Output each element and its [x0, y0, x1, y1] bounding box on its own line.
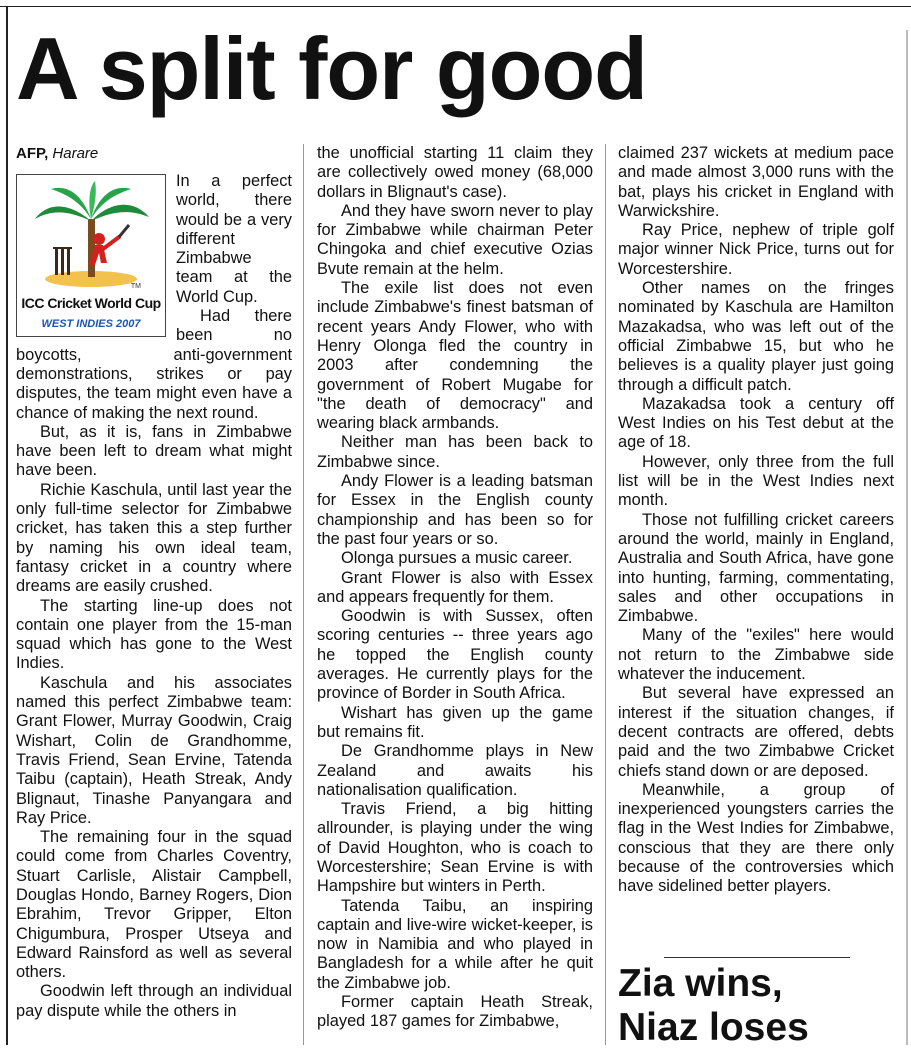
icc-world-cup-logo — [16, 174, 166, 337]
paragraph: Grant Flower is also with Essex and appears frequently for them. — [317, 568, 593, 606]
next-article-headline: Zia wins, Niaz loses — [618, 962, 809, 1049]
column-rule — [605, 144, 606, 1045]
column-rule — [303, 144, 304, 1045]
paragraph: Former captain Heath Streak, played 187 games for Zimbabwe, — [317, 993, 593, 1031]
paragraph: Goodwin left through an individual pay dispute while the others in — [16, 982, 292, 1020]
paragraph: And they have sworn never to play for Zimbabwe while chairman Peter Chingoka and chief executive Ozias Bvute remain at the helm. — [317, 201, 593, 278]
paragraph: Mazakadsa took a century off West Indies on his Test debut at the age of 18. — [618, 394, 894, 452]
paragraph: Travis Friend, a big hitting allrounder, is playing under the wing of David Houghton, who is coach to Worcestershire; Sean Ervine is with Hampshire but winters in Perth. — [317, 800, 593, 896]
paragraph: Kaschula and his associates named this perfect Zimbabwe team: Grant Flower, Murray Goodwin, Craig Wishart, Colin de Grandhomme, Travis Friend, Sean Ervine, Tatenda Taibu (captain), Heath Streak, Andy Blignaut, Tinashe Panyangara and Ray Price. — [16, 673, 292, 827]
paragraph: the unofficial starting 11 claim they are collectively owed money (68,000 dollars in Blignaut's case). — [317, 144, 593, 201]
paragraph: Tatenda Taibu, an inspiring captain and live-wire wicket-keeper, is now in Namibia and who played in Bangladesh for a while after he quit the Zimbabwe job. — [317, 896, 593, 992]
paragraph: Other names on the fringes nominated by Kaschula are Hamilton Mazakadsa, who was left out of the official Zimbabwe 15, but who he believes is a quality player just going through a difficult patch. — [618, 279, 894, 394]
paragraph: Richie Kaschula, until last year the only full-time selector for Zimbabwe cricket, has taken this a step further by naming his own ideal team, fantasy cricket in a country where dreams are easily crushed. — [16, 480, 292, 596]
logo-title: ICC Cricket World Cup — [21, 295, 161, 311]
paragraph: Had there been no boycotts, anti-government demonstrations, strikes or pay disputes, the team might even have a chance of making the next round. — [16, 307, 292, 422]
logo-trademark: TM — [130, 283, 141, 290]
paragraph: The starting line-up does not contain one player from the 15-man squad which has gone to the West Indies. — [16, 596, 292, 673]
byline-city: Harare — [52, 145, 99, 162]
headline: A split for good — [16, 19, 647, 118]
top-rule — [0, 6, 911, 7]
paragraph: The exile list does not even include Zimbabwe's finest batsman of recent years Andy Flower, who with Henry Olonga fled the country in 2003 after condemning the government of Robert Mugabe for "the death of democracy" and wearing black armbands. — [317, 279, 593, 433]
paragraph: Wishart has given up the game but remains fit. — [317, 703, 593, 741]
paragraph: claimed 237 wickets at medium pace and made almost 3,000 runs with the bat, plays his cricket in England with Warwickshire. — [618, 144, 894, 220]
paragraph: But several have expressed an interest if the situation changes, if decent contracts are offered, debts paid and the two Zimbabwe Cricket chiefs stand down or are deposed. — [618, 684, 894, 780]
paragraph: Olonga pursues a music career. — [341, 549, 573, 568]
next-article-rule — [664, 957, 850, 958]
paragraph: Goodwin is with Sussex, often scoring centuries -- three years ago he topped the English county averages. He currently plays for the province of Border in South Africa. — [317, 607, 593, 703]
paragraph: Meanwhile, a group of inexperienced youngsters carries the flag in the West Indies for Zimbabwe, conscious that they are there only because of the controversies which have sidelined better players. — [618, 780, 894, 896]
left-rule — [6, 6, 8, 1045]
paragraph: The remaining four in the squad could come from Charles Coventry, Stuart Carlisle, Alistair Campbell, Douglas Hondo, Barney Rogers, Dion Ebrahim, Trevor Gripper, Elton Chigumbura, Prosper Utseya and Edward Rainsford as well as several others. — [16, 828, 292, 982]
article-column-2 — [317, 144, 593, 1032]
paragraph: But, as it is, fans in Zimbabwe have been left to dream what might have been. — [16, 422, 292, 480]
paragraph: Ray Price, nephew of triple golf major winner Nick Price, turns out for Worcestershire. — [618, 221, 894, 278]
paragraph: Andy Flower is a leading batsman for Essex in the English county championship and has been so for the past four years or so. — [317, 472, 593, 548]
byline-agency: AFP, — [16, 145, 49, 162]
paragraph: However, only three from the full list will be in the West Indies next month. — [618, 452, 894, 510]
paragraph: Neither man has been back to Zimbabwe since. — [317, 433, 593, 471]
article-column-1 — [16, 144, 292, 1021]
right-edge-rule — [906, 30, 908, 1045]
logo-subtitle: WEST INDIES 2007 — [41, 318, 141, 330]
paragraph: De Grandhomme plays in New Zealand and awaits his nationalisation qualification. — [317, 742, 593, 799]
paragraph: In a perfect world, there would be a very different Zimbabwe team at the World Cup. — [176, 172, 292, 306]
paragraph: Many of the "exiles" here would not return to the Zimbabwe side whatever the inducement. — [618, 626, 894, 684]
paragraph: Those not fulfilling cricket careers around the world, mainly in England, Australia and South Africa, have gone into hunting, farming, commentating, sales and other occupations in Zimbabwe. — [618, 510, 894, 626]
article-column-3 — [618, 144, 894, 897]
byline — [16, 144, 292, 164]
